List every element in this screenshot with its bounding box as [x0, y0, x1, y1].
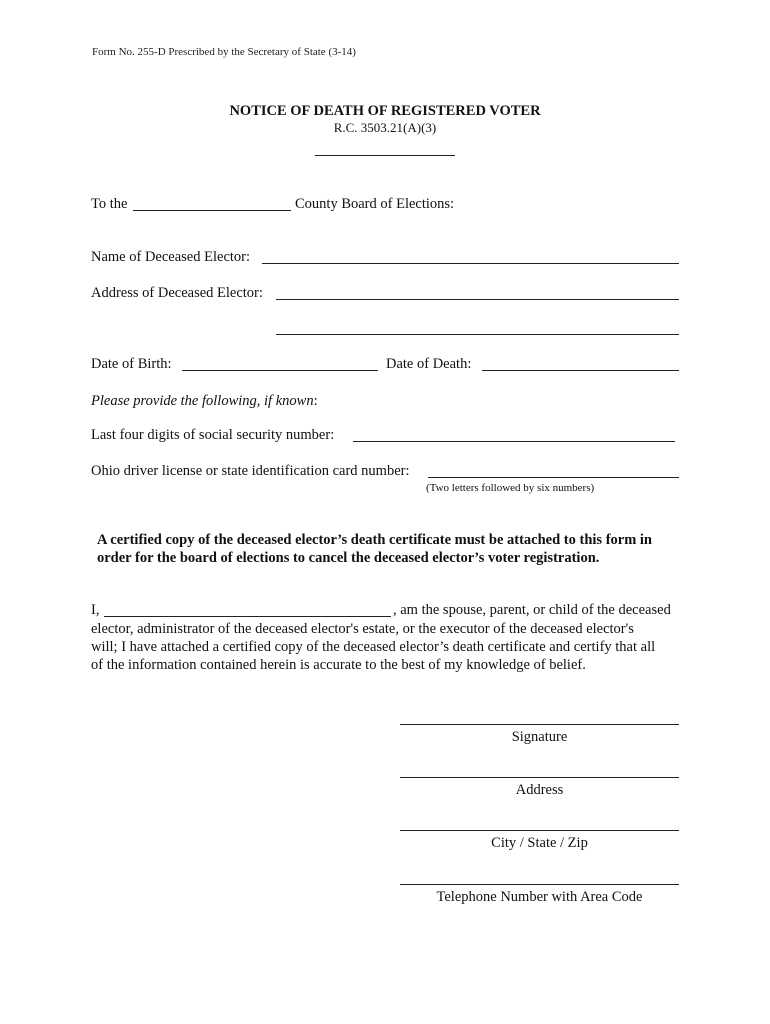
signature-field[interactable]	[400, 724, 679, 725]
dod-field[interactable]	[482, 370, 679, 371]
to-the-label: To the	[91, 196, 128, 212]
certifier-name-field[interactable]	[104, 616, 391, 617]
certification-line-1: , am the spouse, parent, or child of the deceased	[393, 602, 671, 618]
dob-field[interactable]	[182, 370, 378, 371]
certification-line-3: will; I have attached a certified copy of the deceased elector’s death certificate and certify that all	[91, 639, 656, 655]
dob-label: Date of Birth:	[91, 356, 172, 372]
certification-line-2: elector, administrator of the deceased elector's estate, or the executor of the deceased elector's	[91, 621, 634, 637]
form-number: Form No. 255-D Prescribed by the Secretary of State (3-14)	[92, 46, 356, 58]
county-name-field[interactable]	[133, 210, 291, 211]
deceased-name-field[interactable]	[262, 263, 679, 264]
telephone-field[interactable]	[400, 884, 679, 885]
dod-label: Date of Death:	[386, 356, 472, 372]
certified-notice-line-1: A certified copy of the deceased elector’s death certificate must be attached to this form in	[97, 532, 653, 548]
deceased-name-label: Name of Deceased Elector:	[91, 249, 251, 265]
title-underline	[315, 155, 455, 156]
deceased-address-field-2[interactable]	[276, 334, 679, 335]
city-state-zip-label: City / State / Zip	[491, 835, 588, 851]
signer-address-label: Address	[515, 782, 564, 798]
page-title: NOTICE OF DEATH OF REGISTERED VOTER	[229, 103, 541, 119]
ssn-label: Last four digits of social security number:	[91, 427, 335, 443]
deceased-address-field[interactable]	[276, 299, 679, 300]
signature-label: Signature	[511, 729, 568, 745]
deceased-address-label: Address of Deceased Elector:	[91, 285, 263, 301]
license-field[interactable]	[428, 477, 679, 478]
signer-address-field[interactable]	[400, 777, 679, 778]
ssn-field[interactable]	[353, 441, 675, 442]
certification-i: I,	[91, 602, 100, 618]
statute-reference: R.C. 3503.21(A)(3)	[333, 120, 437, 135]
license-label: Ohio driver license or state identification card number:	[91, 463, 410, 479]
provide-note	[91, 393, 318, 410]
provide-note-text: Please provide the following, if known	[91, 393, 314, 409]
provide-note-colon: :	[313, 393, 318, 409]
city-state-zip-field[interactable]	[400, 830, 679, 831]
county-board-label: County Board of Elections:	[295, 196, 455, 212]
telephone-label: Telephone Number with Area Code	[436, 889, 643, 905]
license-hint: (Two letters followed by six numbers)	[426, 482, 595, 494]
certification-line-4: of the information contained herein is accurate to the best of my knowledge of belief.	[91, 657, 586, 673]
certified-notice-line-2: order for the board of elections to cancel the deceased elector’s voter registration.	[97, 550, 600, 566]
